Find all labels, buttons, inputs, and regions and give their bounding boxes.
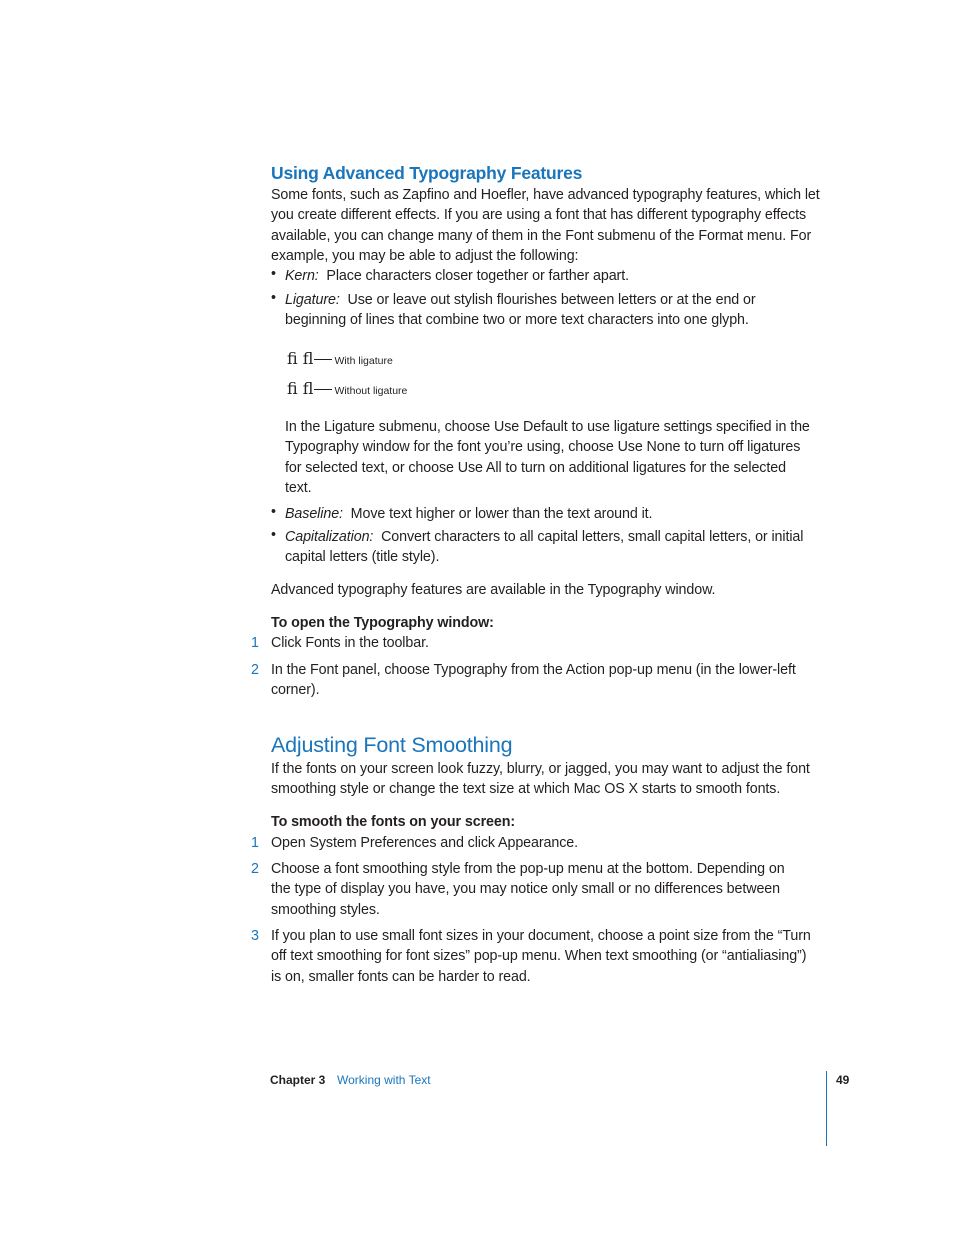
typography-intro xyxy=(271,185,831,266)
capitalization-item xyxy=(285,527,830,568)
step-line: corner). xyxy=(271,682,320,699)
ligature-item xyxy=(285,290,830,331)
ligature-figure-with xyxy=(287,349,393,369)
ligature-line: Use or leave out stylish flourishes between letters or at the end or xyxy=(347,292,756,308)
ligature-sample-without: fi fl xyxy=(287,379,314,398)
footer-divider xyxy=(826,1071,827,1146)
ligature-figure-without xyxy=(287,379,407,399)
step-line: smoothing styles. xyxy=(271,901,380,918)
detail-line: text. xyxy=(285,479,312,496)
step-number: 2 xyxy=(251,662,259,678)
footer-chapter: Chapter 3 xyxy=(270,1073,326,1087)
step-text xyxy=(271,926,831,987)
bullet-baseline: • xyxy=(271,504,277,520)
smoothing-intro xyxy=(271,759,831,800)
step-number: 2 xyxy=(251,861,259,877)
step-line: In the Font panel, choose Typography from the Action pop-up menu (in the lower-left xyxy=(271,662,796,678)
ligature-sample-with: ﬁ ﬂ xyxy=(287,349,314,368)
intro-line: Some fonts, such as Zapfino and Hoefler, have advanced typography features, which let xyxy=(271,187,820,203)
bullet-capitalization: • xyxy=(271,527,277,543)
step-line: off text smoothing for font sizes” pop-up menu. When text smoothing (or “antialiasing”) xyxy=(271,948,807,965)
task-heading-smoothing: To smooth the fonts on your screen: xyxy=(271,814,516,830)
step-text: Open System Preferences and click Appearance. xyxy=(271,835,579,851)
available-text: Advanced typography features are available in the Typography window. xyxy=(271,582,716,598)
intro-line: If the fonts on your screen look fuzzy, blurry, or jagged, you may want to adjust the font xyxy=(271,761,810,777)
capitalization-term: Capitalization: xyxy=(285,529,374,545)
detail-line: Typography window for the font you’re using, choose Use None to turn off ligatures xyxy=(285,439,801,456)
ligature-label-without: Without ligature xyxy=(334,385,408,397)
ligature-term: Ligature: xyxy=(285,292,340,308)
capitalization-line: Convert characters to all capital letters, small capital letters, or initial xyxy=(381,529,804,545)
intro-line: example, you may be able to adjust the following: xyxy=(271,247,579,264)
step-number: 1 xyxy=(251,835,259,851)
detail-line: for selected text, or choose Use All to turn on additional ligatures for the selected xyxy=(285,459,786,476)
bullet-kern: • xyxy=(271,266,277,282)
callout-line xyxy=(314,389,332,390)
section-heading-font-smoothing: Adjusting Font Smoothing xyxy=(271,733,513,757)
footer-chapter-title: Working with Text xyxy=(337,1073,431,1087)
capitalization-line: capital letters (title style). xyxy=(285,549,440,566)
step-text xyxy=(271,859,831,920)
detail-line: In the Ligature submenu, choose Use Default to use ligature settings specified in the xyxy=(285,419,810,435)
ligature-label-with: With ligature xyxy=(334,355,393,367)
step-line: Choose a font smoothing style from the pop-up menu at the bottom. Depending on xyxy=(271,861,785,877)
baseline-text: Move text higher or lower than the text around it. xyxy=(350,506,653,522)
intro-line: available, you can change many of them in the Font submenu of the Format menu. For xyxy=(271,227,812,244)
kern-item xyxy=(285,266,830,286)
callout-line xyxy=(314,359,332,360)
step-text xyxy=(271,660,831,701)
step-number: 3 xyxy=(251,928,259,944)
step-text: Click Fonts in the toolbar. xyxy=(271,635,429,651)
ligature-line: beginning of lines that combine two or more text characters into one glyph. xyxy=(285,312,749,329)
baseline-term: Baseline: xyxy=(285,506,343,522)
section-heading-typography: Using Advanced Typography Features xyxy=(271,163,583,183)
intro-line: smoothing style or change the text size at which Mac OS X starts to smooth fonts. xyxy=(271,781,781,798)
intro-line: you create different effects. If you are using a font that has different typography effects xyxy=(271,207,807,224)
step-line: the type of display you have, you may notice only small or no differences between xyxy=(271,881,781,898)
step-number: 1 xyxy=(251,635,259,651)
bullet-ligature: • xyxy=(271,290,277,306)
step-line: is on, smaller fonts can be harder to read. xyxy=(271,968,531,985)
kern-text: Place characters closer together or farther apart. xyxy=(326,268,629,284)
task-heading-typography: To open the Typography window: xyxy=(271,615,494,631)
step-line: If you plan to use small font sizes in your document, choose a point size from the “Turn xyxy=(271,928,811,944)
page-number: 49 xyxy=(836,1073,850,1087)
ligature-detail xyxy=(285,417,830,498)
baseline-item xyxy=(285,504,830,524)
kern-term: Kern: xyxy=(285,268,319,284)
